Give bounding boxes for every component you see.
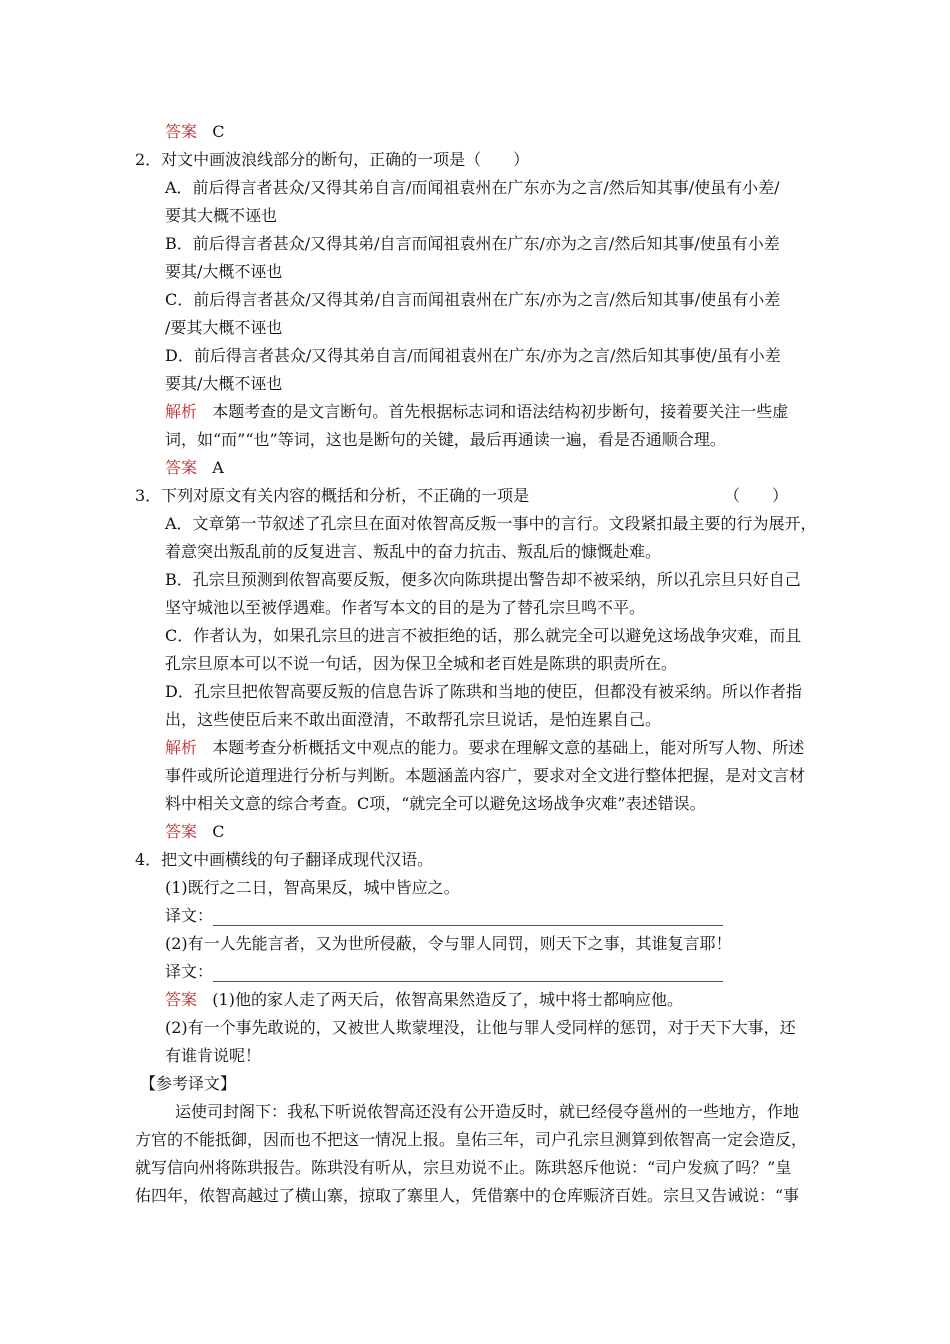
q2-analysis xyxy=(165,402,788,422)
translation-blank-2[interactable] xyxy=(213,966,723,982)
translation-label: 译文： xyxy=(165,962,214,981)
answer-value: A xyxy=(212,458,224,477)
q2-option-b-line2: 要其/大概不诬也 xyxy=(165,262,283,281)
answer-label: 答案 xyxy=(165,990,198,1009)
q3-option-b-line1: B．孔宗旦预测到侬智高要反叛，便多次向陈珙提出警告却不被采纳，所以孔宗旦只好自己 xyxy=(165,570,801,589)
q3-option-a-line2: 着意突出叛乱前的反复进言、叛乱中的奋力抗击、叛乱后的慷慨赴难。 xyxy=(165,542,662,561)
answer-label: 答案 xyxy=(165,122,198,141)
q4-translation-1 xyxy=(165,906,723,926)
q2-option-c-line1: C．前后得言者甚众/又得其弟/自言而闻祖袁州在广东/亦为之言/然后知其事/使虽有小差 xyxy=(165,290,781,309)
answer-value: C xyxy=(212,822,225,841)
answer-label: 答案 xyxy=(165,822,198,841)
q3-answer xyxy=(165,822,225,842)
reference-line-1: 运使司封阁下：我私下听说侬智高还没有公开造反时，就已经侵夺邕州的一些地方，作地 xyxy=(175,1102,800,1121)
q3-option-c-line2: 孔宗旦原本可以不说一句话，因为保卫全城和老百姓是陈珙的职责所在。 xyxy=(165,654,678,673)
analysis-label: 解析 xyxy=(165,738,198,757)
q3-analysis-line2: 事件或所论道理进行分析与判断。本题涵盖内容广，要求对全文进行整体把握，是对文言材 xyxy=(165,766,806,785)
q3-option-c-line1: C．作者认为，如果孔宗旦的进言不被拒绝的话，那么就完全可以避免这场战争灾难，而且 xyxy=(165,626,802,645)
q2-stem: 2．对文中画波浪线部分的断句，正确的一项是（ ） xyxy=(135,150,530,169)
q3-answer-paren: （ ） xyxy=(724,486,789,505)
q4-stem: 4．把文中画横线的句子翻译成现代汉语。 xyxy=(135,850,434,869)
translation-label: 译文： xyxy=(165,906,214,925)
q2-option-d-line1: D．前后得言者甚众/又得其弟自言/而闻祖袁州在广东/亦为之言/然后知其事使/虽有小差 xyxy=(165,346,781,365)
analysis-text-1: 本题考查的是文言断句。首先根据标志词和语法结构初步断句，接着要关注一些虚 xyxy=(212,402,789,421)
answer-value: C xyxy=(212,122,225,141)
reference-heading: 【参考译文】 xyxy=(140,1074,237,1093)
reference-line-4: 佑四年，侬智高越过了横山寨，掠取了寨里人，凭借寨中的仓库赈济百姓。宗旦又告诫说：“事 xyxy=(135,1186,800,1205)
q4-sentence-1: (1)既行之二日，智高果反，城中皆应之。 xyxy=(165,878,460,897)
q3-option-b-line2: 坚守城池以至被俘遇难。作者写本文的目的是为了替孔宗旦鸣不平。 xyxy=(165,598,646,617)
q2-option-b-line1: B．前后得言者甚众/又得其弟/自言而闻祖袁州在广东/亦为之言/然后知其事/使虽有小差 xyxy=(165,234,780,253)
q4-answer-2-line1: (2)有一个事先敢说的，又被世人欺蒙埋没，让他与罪人受同样的惩罚，对于天下大事，还 xyxy=(165,1018,796,1037)
reference-line-3: 就写信向州将陈珙报告。陈珙没有听从，宗旦劝说不止。陈珙怒斥他说：“司户发疯了吗？”皇 xyxy=(135,1158,792,1177)
q2-answer xyxy=(165,458,224,478)
answer-label: 答案 xyxy=(165,458,198,477)
q3-option-a-line1: A．文章第一节叙述了孔宗旦在面对侬智高反叛一事中的言行。文段紧扣最主要的行为展开， xyxy=(165,514,817,533)
q3-analysis-line3: 料中相关文意的综合考查。C项，“就完全可以避免这场战争灾难”表述错误。 xyxy=(165,794,706,813)
q3-stem: 3．下列对原文有关内容的概括和分析，不正确的一项是 xyxy=(135,486,530,505)
analysis-text-1: 本题考查分析概括文中观点的能力。要求在理解文意的基础上，能对所写人物、所述 xyxy=(212,738,805,757)
q2-option-a-line2: 要其大概不诬也 xyxy=(165,206,278,225)
analysis-label: 解析 xyxy=(165,402,198,421)
q1-answer xyxy=(165,122,225,142)
q2-analysis-line2: 词，如“而”“也”等词，这也是断句的关键，最后再通读一遍，看是否通顺合理。 xyxy=(165,430,726,449)
reference-line-2: 方官的不能抵御，因而也不把这一情况上报。皇佑三年，司户孔宗旦测算到侬智高一定会造反， xyxy=(135,1130,808,1149)
q3-analysis xyxy=(165,738,804,758)
translation-blank-1[interactable] xyxy=(213,910,723,926)
q3-option-d-line1: D．孔宗旦把侬智高要反叛的信息告诉了陈珙和当地的使臣，但都没有被采纳。所以作者指 xyxy=(165,682,802,701)
answer-text-1: (1)他的家人走了两天后，侬智高果然造反了，城中将士都响应他。 xyxy=(212,990,683,1009)
q4-sentence-2: (2)有一人先能言者，又为世所侵蔽，令与罪人同罚，则天下之事，其谁复言耶！ xyxy=(165,934,732,953)
q2-option-c-line2: /要其大概不诬也 xyxy=(165,318,283,337)
q2-option-d-line2: 要其/大概不诬也 xyxy=(165,374,283,393)
q2-option-a-line1: A．前后得言者甚众/又得其弟自言/而闻祖袁州在广东亦为之言/然后知其事/使虽有小差/ xyxy=(165,178,780,197)
q4-answer-2-line2: 有谁肯说呢！ xyxy=(165,1046,262,1065)
q4-answer xyxy=(165,990,683,1010)
q3-option-d-line2: 出，这些使臣后来不敢出面澄清，不敢帮孔宗旦说话，是怕连累自己。 xyxy=(165,710,662,729)
q4-translation-2 xyxy=(165,962,723,982)
